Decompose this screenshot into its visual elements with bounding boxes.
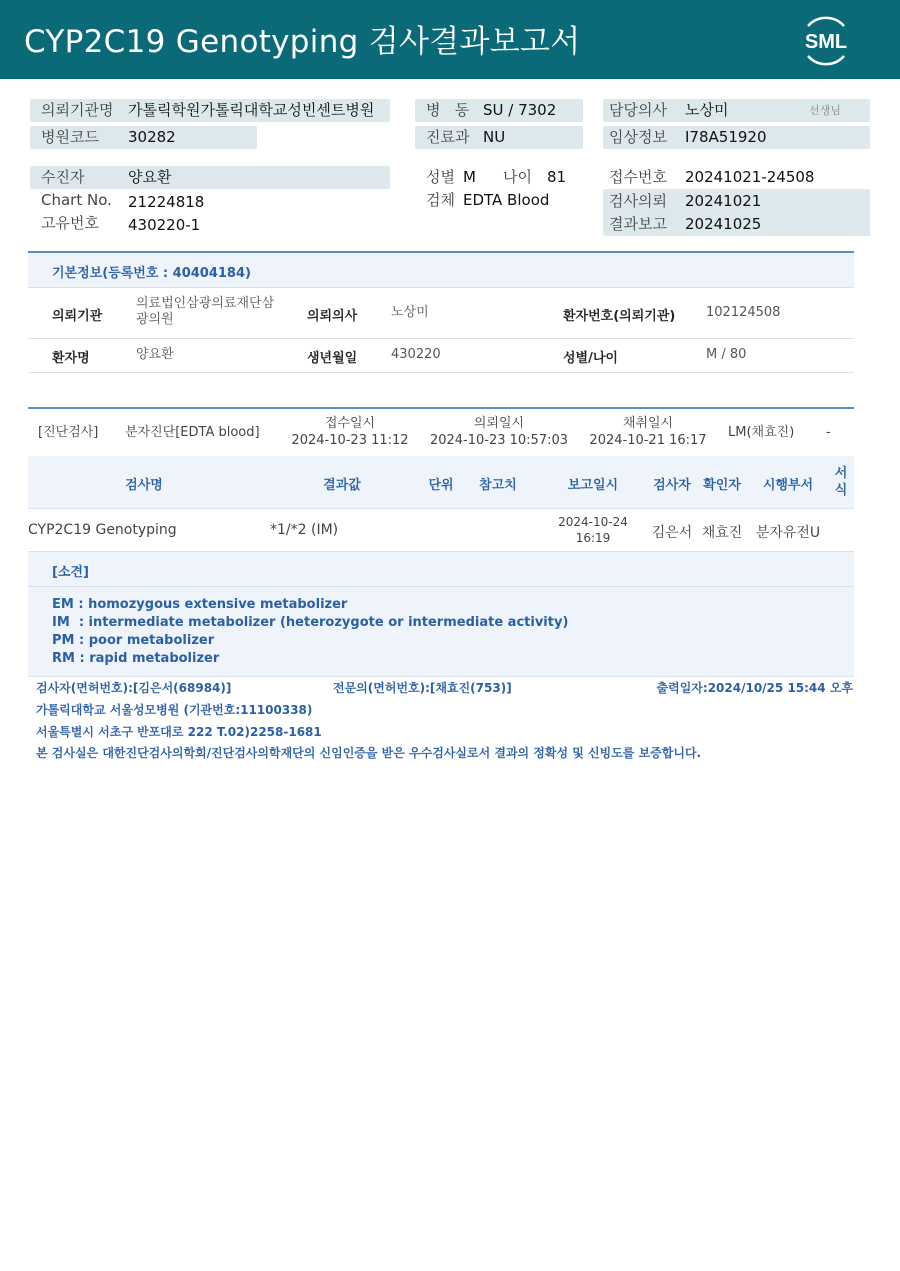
remark-line: RM : rapid metabolizer bbox=[52, 651, 220, 666]
doctor-title: 선생님 bbox=[809, 104, 841, 117]
collected-value: 2024-10-21 16:17 bbox=[589, 433, 707, 448]
dept-value: NU bbox=[483, 128, 506, 146]
basic-info-heading: 기본정보(등록번호 : 40404184) bbox=[52, 266, 251, 281]
col-report-date: 보고일시 bbox=[567, 478, 619, 493]
specimen-value: EDTA Blood bbox=[463, 191, 550, 209]
age-label: 나이 bbox=[503, 168, 532, 186]
result-test-name: CYP2C19 Genotyping bbox=[28, 522, 177, 538]
ward-value: SU / 7302 bbox=[483, 101, 557, 119]
requested-label: 의뢰일시 bbox=[473, 416, 525, 431]
exam-category: [진단검사] bbox=[38, 425, 99, 440]
institution-label: 의뢰기관명 bbox=[41, 101, 114, 119]
reception-label: 접수번호 bbox=[609, 168, 667, 186]
divider bbox=[28, 372, 854, 373]
remark-line: IM : intermediate metabolizer (heterozygote or intermediate activity) bbox=[52, 615, 569, 630]
col-tester: 검사자 bbox=[653, 478, 691, 493]
request-value: 20241021 bbox=[685, 192, 762, 210]
received-value: 2024-10-23 11:12 bbox=[291, 433, 409, 448]
patient-no-value: 102124508 bbox=[706, 305, 781, 320]
doctor-label: 담당의사 bbox=[609, 101, 667, 119]
col-test-name: 검사명 bbox=[125, 478, 163, 493]
sex-label: 성별 bbox=[426, 168, 455, 186]
clinical-value: I78A51920 bbox=[685, 128, 767, 146]
ward-label: 병 동 bbox=[426, 101, 470, 119]
sex-value: M bbox=[463, 168, 476, 186]
footer-hospital: 가톨릭대학교 서울성모병원 (기관번호:11100338) bbox=[36, 703, 313, 717]
footer-address: 서울특별시 서초구 반포대로 222 T.02)2258-1681 bbox=[36, 725, 322, 739]
doc-value: 노상미 bbox=[391, 305, 429, 320]
col-dept: 시행부서 bbox=[762, 478, 814, 493]
report-value: 20241025 bbox=[685, 215, 762, 233]
patient-value: 양요환 bbox=[128, 168, 172, 186]
request-label: 검사의뢰 bbox=[609, 192, 667, 210]
dept-label: 진료과 bbox=[426, 128, 470, 146]
remark-line: PM : poor metabolizer bbox=[52, 633, 215, 648]
chart-label: Chart No. bbox=[41, 191, 112, 209]
result-report-time: 16:19 bbox=[575, 531, 611, 545]
report-title: CYP2C19 Genotyping 검사결과보고서 bbox=[24, 24, 581, 60]
result-confirmer: 채효진 bbox=[701, 525, 743, 541]
patient-label: 수진자 bbox=[41, 168, 85, 186]
result-report-date: 2024-10-24 bbox=[558, 515, 628, 529]
divider bbox=[28, 586, 854, 587]
inst-value: 의료법인삼광의료재단삼광의원 bbox=[136, 296, 275, 327]
sml-logo bbox=[798, 12, 854, 68]
report-header bbox=[0, 0, 900, 79]
result-value: *1/*2 (IM) bbox=[270, 522, 339, 538]
reception-value: 20241021-24508 bbox=[685, 168, 815, 186]
result-dept: 분자유전U bbox=[755, 525, 821, 541]
divider bbox=[28, 508, 854, 509]
age-value: 81 bbox=[547, 168, 567, 186]
col-reference: 참고치 bbox=[479, 478, 517, 493]
col-confirmer: 확인자 bbox=[703, 478, 741, 493]
report-label: 결과보고 bbox=[609, 215, 667, 233]
exam-top-line bbox=[28, 407, 854, 409]
name-label: 환자명 bbox=[52, 351, 90, 366]
footer-tester: 검사자(면허번호):[김은서(68984)] bbox=[36, 681, 232, 695]
exam-type: 분자진단[EDTA blood] bbox=[125, 425, 260, 440]
sex-age-value: M / 80 bbox=[706, 347, 747, 362]
hospital-code-value: 30282 bbox=[128, 128, 176, 146]
col-format: 서식 bbox=[834, 466, 848, 498]
sex-age-label: 성별/나이 bbox=[563, 351, 618, 366]
chart-value: 21224818 bbox=[128, 193, 205, 211]
result-tester: 김은서 bbox=[651, 525, 693, 541]
footer-certification: 본 검사실은 대한진단검사의학회/진단검사의학재단의 신임인증을 받은 우수검사실로서 결과의 정확성 및 신빙도를 보증합니다. bbox=[36, 746, 702, 760]
unique-value: 430220-1 bbox=[128, 216, 201, 234]
inst-label: 의뢰기관 bbox=[52, 309, 103, 324]
divider bbox=[28, 338, 854, 339]
svg-text:SML: SML bbox=[804, 31, 848, 53]
dob-label: 생년월일 bbox=[307, 351, 358, 366]
doctor-value: 노상미 bbox=[685, 101, 729, 119]
dob-value: 430220 bbox=[391, 347, 441, 362]
col-result: 결과값 bbox=[323, 478, 361, 493]
collected-label: 채취일시 bbox=[622, 416, 674, 431]
divider bbox=[28, 287, 854, 288]
lm-person: LM(채효진) bbox=[728, 425, 795, 440]
institution-value: 가톨릭학원가톨릭대학교성빈센트병원 bbox=[128, 101, 375, 119]
specimen-label: 검체 bbox=[426, 191, 455, 209]
remarks-heading: [소견] bbox=[52, 565, 89, 580]
footer-specialist: 전문의(면허번호):[채효진(753)] bbox=[333, 681, 512, 695]
divider bbox=[28, 676, 854, 677]
remark-line: EM : homozygous extensive metabolizer bbox=[52, 597, 348, 612]
col-unit: 단위 bbox=[428, 478, 454, 493]
exam-dash: - bbox=[826, 425, 831, 440]
requested-value: 2024-10-23 10:57:03 bbox=[429, 433, 569, 448]
name-value: 양요환 bbox=[136, 347, 174, 362]
footer-printed: 출력일자:2024/10/25 15:44 오후 bbox=[656, 681, 853, 695]
hospital-code-label: 병원코드 bbox=[41, 128, 99, 146]
patient-no-label: 환자번호(의뢰기관) bbox=[563, 309, 676, 324]
received-label: 접수일시 bbox=[324, 416, 376, 431]
clinical-label: 임상정보 bbox=[609, 128, 667, 146]
doc-label: 의뢰의사 bbox=[307, 309, 358, 324]
unique-label: 고유번호 bbox=[41, 214, 99, 232]
